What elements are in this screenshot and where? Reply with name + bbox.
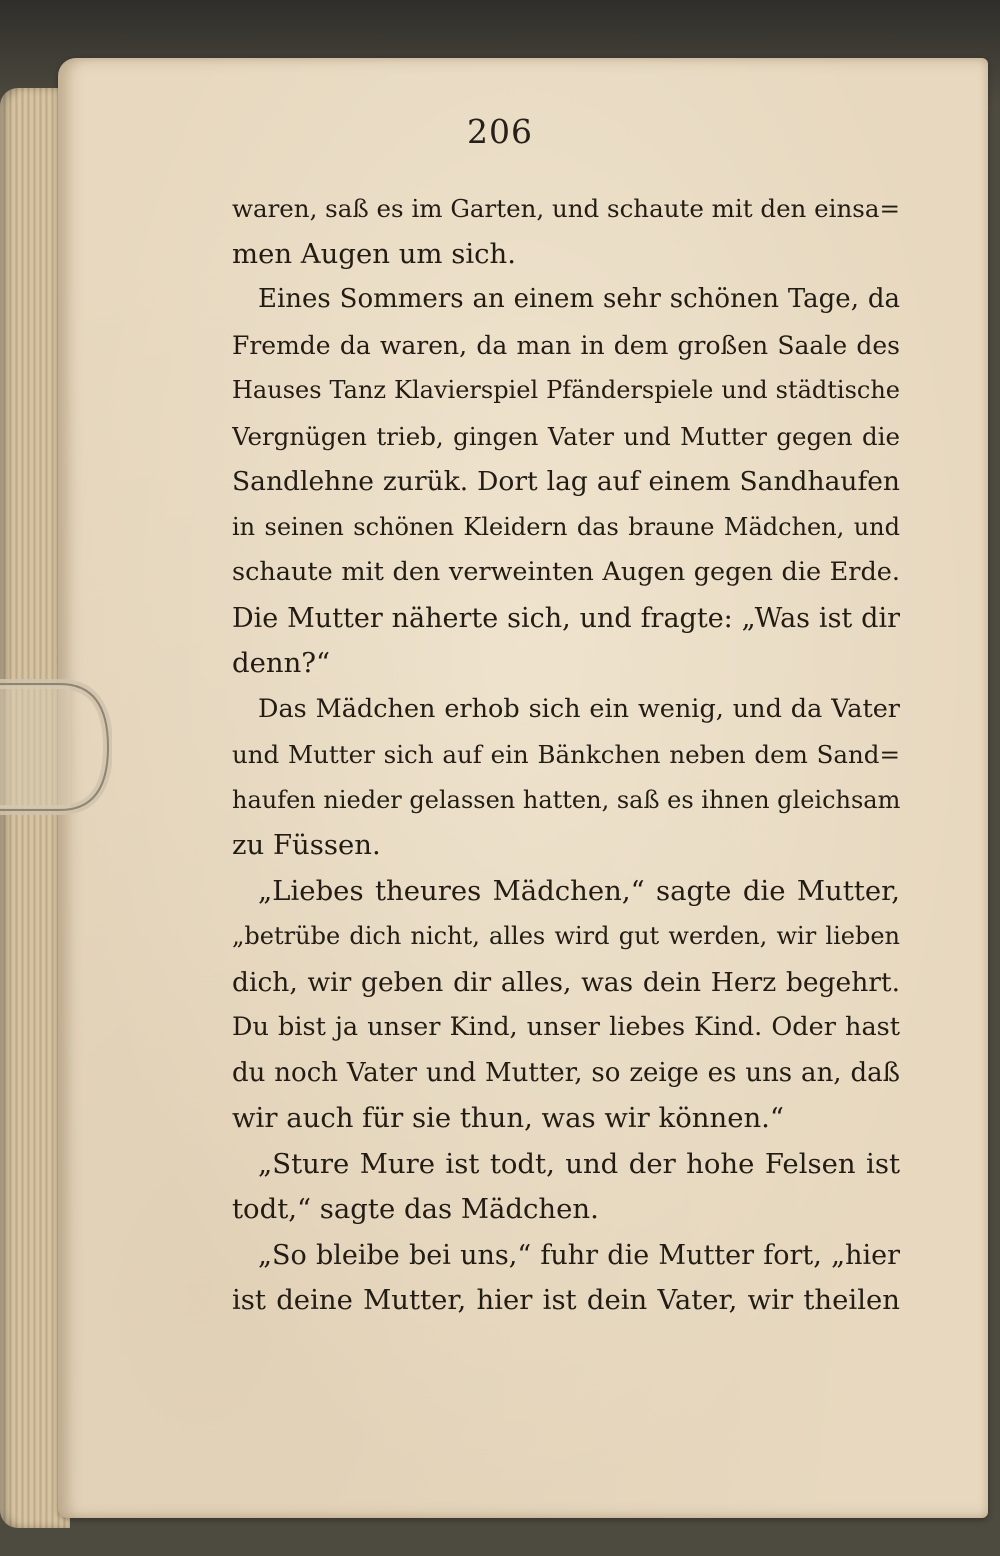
text-line: „So bleibe bei uns,“ fuhr die Mutter fort, „hier: [258, 1239, 900, 1271]
text-line: und Mutter sich auf ein Bänkchen neben dem Sand=: [232, 740, 900, 769]
text-line: todt,“ sagte das Mädchen.: [232, 1193, 599, 1225]
text-line: du noch Vater und Mutter, so zeige es uns an, daß: [232, 1057, 900, 1088]
text-line: Das Mädchen erhob sich ein wenig, und da Vater: [258, 693, 900, 724]
text-line: zu Füssen.: [232, 829, 381, 861]
text-line: „Sture Mure ist todt, und der hohe Felsen ist: [258, 1147, 900, 1180]
text-line: Vergnügen trieb, gingen Vater und Mutter gegen die: [232, 421, 900, 451]
text-line: Eines Sommers an einem sehr schönen Tage, da: [258, 284, 900, 314]
text-line: ist deine Mutter, hier ist dein Vater, wir theilen: [232, 1284, 900, 1316]
body-text: [232, 186, 900, 1324]
text-line: Fremde da waren, da man in dem großen Saale des: [232, 330, 900, 360]
text-line: Die Mutter näherte sich, und fragte: „Was ist dir: [232, 602, 900, 634]
text-line: waren, saß es im Garten, und schaute mit den einsa=: [232, 194, 900, 223]
text-line: Hauses Tanz Klavierspiel Pfänderspiele und städtische: [232, 376, 900, 404]
text-line: in seinen schönen Kleidern das braune Mädchen, und: [232, 512, 900, 541]
text-line: schaute mit den verweinten Augen gegen die Erde.: [232, 557, 900, 587]
text-line: Sandlehne zurük. Dort lag auf einem Sandhaufen: [232, 466, 900, 497]
text-line: Du bist ja unser Kind, unser liebes Kind. Oder hast: [232, 1012, 900, 1042]
text-line: dich, wir geben dir alles, was dein Herz begehrt.: [232, 966, 900, 998]
text-line: „Liebes theures Mädchen,“ sagte die Mutter,: [258, 874, 900, 907]
text-line: haufen nieder gelassen hatten, saß es ihnen gleichsam: [232, 785, 900, 814]
page-number: 206: [467, 112, 533, 151]
text-line: men Augen um sich.: [232, 237, 516, 270]
text-line: wir auch für sie thun, was wir können.“: [232, 1102, 784, 1134]
text-line: denn?“: [232, 647, 331, 679]
text-line: „betrübe dich nicht, alles wird gut werden, wir lieben: [232, 922, 900, 950]
page-clip: [0, 672, 112, 822]
